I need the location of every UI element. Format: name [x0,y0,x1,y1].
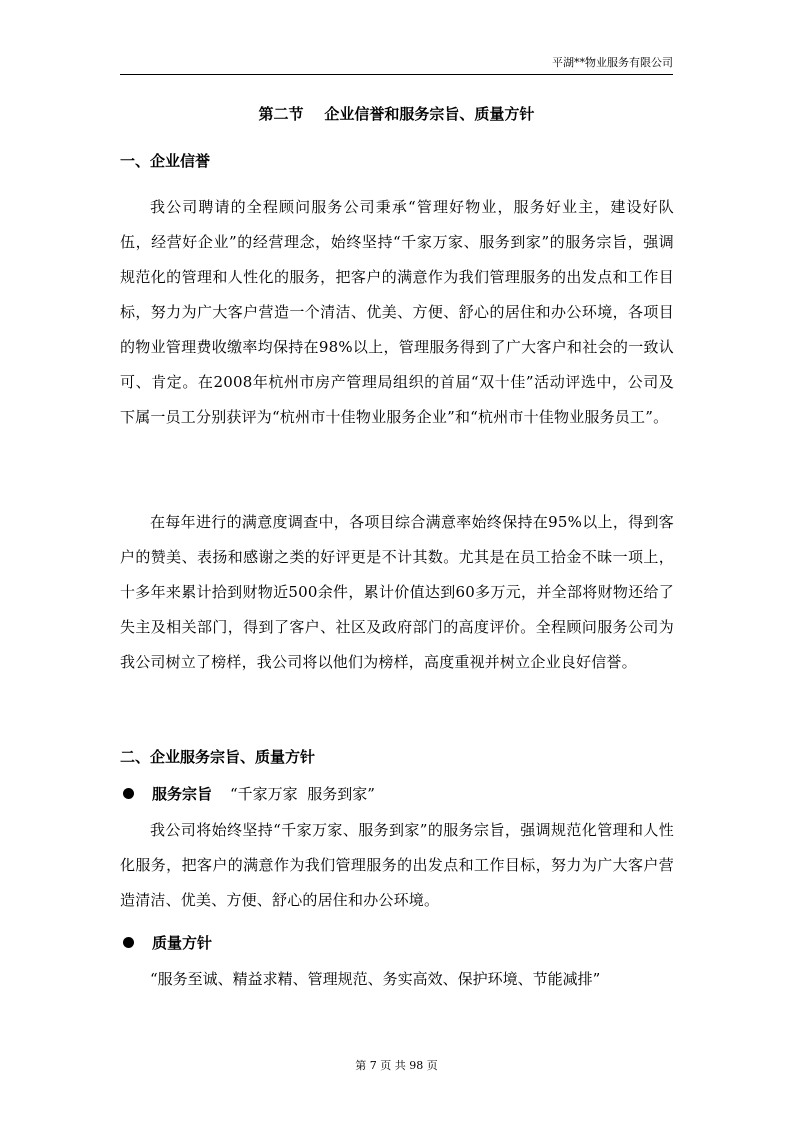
header-company-name: 平湖**物业服务有限公司 [552,56,673,69]
bullet-dot-icon [123,788,134,799]
paragraph-credit-2: 在每年进行的满意度调查中，各项目综合满意率始终保持在95%以上，得到客户的赞美、表扬和感谢之类的好评更是不计其数。尤其是在员工拾金不昧一项上，十多年来累计拾到财物近500余件，累计价值达到60多万元，并全部将财物还给了失主及相关部门，得到了客户、社区及政府部门的高度评价。全程顾问服务公司为我公司树立了榜样，我公司将以他们为榜样，高度重视并树立企业良好信誉。 [120,513,674,671]
bullet-dot-icon [123,937,134,948]
page-number: 第 7 页 共 98 页 [355,1059,438,1072]
paragraph-service-purpose: 我公司将始终坚持“千家万家、服务到家”的服务宗旨，强调规范化管理和人性化服务，把客户的满意作为我们管理服务的出发点和工作目标，努力为广大客户营造清洁、优美、方便、舒心的居住和办公环境。 [120,821,674,909]
quality-policy-slogan: “服务至诚、精益求精、管理规范、务实高效、保护环境、节能减排” [150,970,601,988]
bullet-quality-policy [120,932,212,953]
quality-policy-label: 质量方针 [152,934,213,952]
heading-enterprise-credit: 一、企业信誉 [120,152,211,170]
service-purpose-slogan: “千家万家 服务到家” [230,785,375,803]
service-purpose-label: 服务宗旨 [152,785,213,803]
section-title: 第二节 企业信誉和服务宗旨、质量方针 [258,105,535,123]
paragraph-credit-1: 我公司聘请的全程顾问服务公司秉承“管理好物业，服务好业主，建设好队伍，经营好企业”的经营理念，始终坚持“千家万家、服务到家”的服务宗旨，强调规范化的管理和人性化的服务，把客户的满意作为我们管理服务的出发点和工作目标，努力为广大客户营造一个清洁、优美、方便、舒心的居住和办公环境，各项目的物业管理费收缴率均保持在98%以上，管理服务得到了广大客户和社会的一致认可、肯定。在2008年杭州市房产管理局组织的首届“双十佳”活动评选中，公司及下属一员工分别获评为“杭州市十佳物业服务企业”和“杭州市十佳物业服务员工”。 [120,198,674,426]
heading-service-quality: 二、企业服务宗旨、质量方针 [120,748,316,766]
page-header [120,56,673,75]
bullet-service-purpose [120,783,375,804]
page-footer [0,1057,793,1073]
